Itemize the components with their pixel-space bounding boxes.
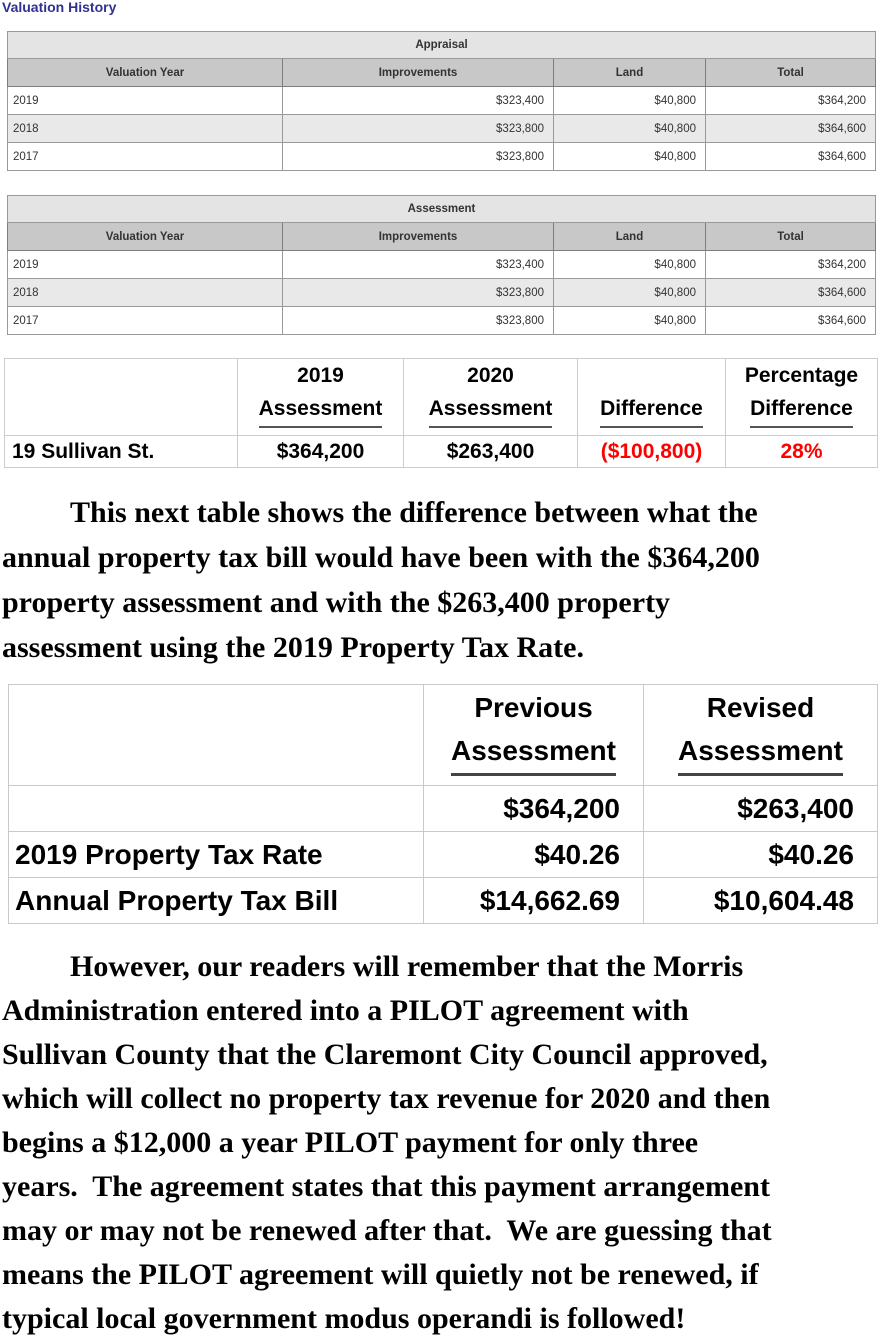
paragraph-line: which will collect no property tax revenue for 2020 and then xyxy=(2,1082,771,1115)
year-cell: 2017 xyxy=(8,143,283,171)
paragraph-line: assessment using the 2019 Property Tax Rate. xyxy=(2,631,584,664)
header-revised-assessment: Revised Assessment xyxy=(644,685,878,786)
column-header-valuation-year: Valuation Year xyxy=(8,223,283,251)
total-cell: $364,600 xyxy=(706,279,876,307)
table-row xyxy=(8,307,876,335)
header-difference: Difference xyxy=(578,359,726,436)
improvements-cell: $323,800 xyxy=(283,279,554,307)
land-cell: $40,800 xyxy=(554,307,706,335)
difference-cell: ($100,800) xyxy=(578,436,726,468)
header-previous-assessment: Previous Assessment xyxy=(424,685,644,786)
column-header-improvements: Improvements xyxy=(283,59,554,87)
address-cell: 19 Sullivan St. xyxy=(5,436,238,468)
tax-table xyxy=(8,684,878,924)
year-cell: 2019 xyxy=(8,251,283,279)
total-cell: $364,600 xyxy=(706,115,876,143)
header-percentage-difference: Percentage Difference xyxy=(726,359,878,436)
appraisal-group-header: Appraisal xyxy=(8,32,876,59)
row-label-cell: Annual Property Tax Bill xyxy=(9,878,424,924)
table-row xyxy=(8,279,876,307)
assessment-table xyxy=(7,195,876,335)
paragraph-line: years. The agreement states that this payment arrangement xyxy=(2,1170,770,1203)
header-2019-assessment: 2019 Assessment xyxy=(238,359,404,436)
row-label-cell: 2019 Property Tax Rate xyxy=(9,832,424,878)
table-group-header-row xyxy=(8,32,876,59)
assessment-group-header: Assessment xyxy=(8,196,876,223)
year-cell: 2018 xyxy=(8,115,283,143)
improvements-cell: $323,800 xyxy=(283,307,554,335)
paragraph-line: property assessment and with the $263,400 property xyxy=(2,586,671,619)
table-header-row xyxy=(5,359,878,436)
paragraph-line: Administration entered into a PILOT agreement with xyxy=(2,994,689,1027)
appraisal-table xyxy=(7,31,876,171)
page-title: Valuation History xyxy=(2,0,117,15)
header-2020-assessment: 2020 Assessment xyxy=(404,359,578,436)
table-header-row xyxy=(9,685,878,786)
improvements-cell: $323,400 xyxy=(283,251,554,279)
total-cell: $364,600 xyxy=(706,143,876,171)
land-cell: $40,800 xyxy=(554,87,706,115)
year-cell: 2017 xyxy=(8,307,283,335)
year-cell: 2019 xyxy=(8,87,283,115)
table-row xyxy=(5,436,878,468)
paragraph-line: begins a $12,000 a year PILOT payment for only three xyxy=(2,1126,699,1159)
paragraph-line: annual property tax bill would have been with the $364,200 xyxy=(2,541,760,574)
paragraph-line: means the PILOT agreement will quietly not be renewed, if xyxy=(2,1258,759,1291)
paragraph-line: typical local government modus operandi is followed! xyxy=(2,1302,686,1335)
revised-tax-rate-cell: $40.26 xyxy=(644,832,878,878)
table-row xyxy=(9,832,878,878)
column-header-total: Total xyxy=(706,59,876,87)
table-row xyxy=(8,251,876,279)
column-header-land: Land xyxy=(554,223,706,251)
empty-header-cell xyxy=(5,359,238,436)
empty-header-cell xyxy=(9,685,424,786)
total-cell: $364,200 xyxy=(706,251,876,279)
column-header-improvements: Improvements xyxy=(283,223,554,251)
year-cell: 2018 xyxy=(8,279,283,307)
percentage-difference-cell: 28% xyxy=(726,436,878,468)
row-label-cell xyxy=(9,786,424,832)
paragraph-line: Sullivan County that the Claremont City Council approved, xyxy=(2,1038,768,1071)
paragraph-line: This next table shows the difference between what the xyxy=(70,496,758,529)
improvements-cell: $323,800 xyxy=(283,115,554,143)
paragraph-line: may or may not be renewed after that. We are guessing that xyxy=(2,1214,772,1247)
table-row xyxy=(8,115,876,143)
assessment-2019-cell: $364,200 xyxy=(238,436,404,468)
previous-assessment-cell: $364,200 xyxy=(424,786,644,832)
table-header-row xyxy=(8,223,876,251)
land-cell: $40,800 xyxy=(554,251,706,279)
previous-tax-bill-cell: $14,662.69 xyxy=(424,878,644,924)
column-header-valuation-year: Valuation Year xyxy=(8,59,283,87)
land-cell: $40,800 xyxy=(554,143,706,171)
improvements-cell: $323,800 xyxy=(283,143,554,171)
revised-tax-bill-cell: $10,604.48 xyxy=(644,878,878,924)
pilot-paragraph xyxy=(2,945,880,1341)
improvements-cell: $323,400 xyxy=(283,87,554,115)
land-cell: $40,800 xyxy=(554,115,706,143)
intro-paragraph xyxy=(2,490,880,670)
table-group-header-row xyxy=(8,196,876,223)
previous-tax-rate-cell: $40.26 xyxy=(424,832,644,878)
table-row xyxy=(9,786,878,832)
table-row xyxy=(9,878,878,924)
paragraph-line: However, our readers will remember that the Morris xyxy=(70,950,744,983)
table-row xyxy=(8,143,876,171)
table-row xyxy=(8,87,876,115)
assessment-2020-cell: $263,400 xyxy=(404,436,578,468)
total-cell: $364,600 xyxy=(706,307,876,335)
column-header-total: Total xyxy=(706,223,876,251)
total-cell: $364,200 xyxy=(706,87,876,115)
column-header-land: Land xyxy=(554,59,706,87)
revised-assessment-cell: $263,400 xyxy=(644,786,878,832)
land-cell: $40,800 xyxy=(554,279,706,307)
comparison-table xyxy=(4,358,878,468)
table-header-row xyxy=(8,59,876,87)
